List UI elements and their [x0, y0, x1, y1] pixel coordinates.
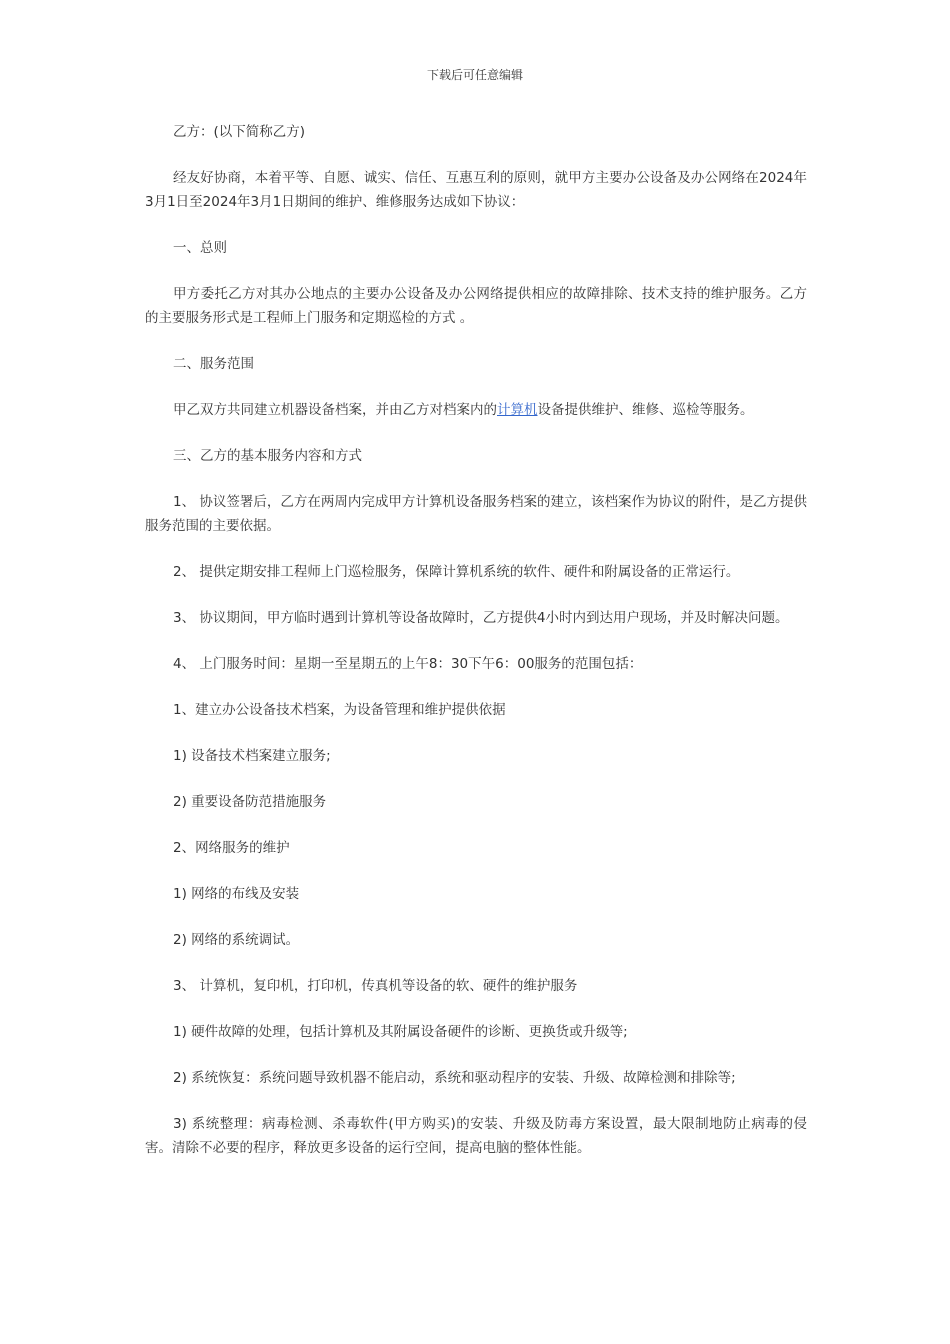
scope-item-1-title: 1、建立办公设备技术档案，为设备管理和维护提供依据 [173, 702, 506, 718]
party-b-line: 乙方：(以下简称乙方) [173, 124, 306, 140]
scope-item-3-3: 3) 系统整理：病毒检测、杀毒软件(甲方购买)的安装、升级及防毒方案设置，最大限制地防止病毒的侵害。清除不必要的程序，释放更多设备的运行空间，提高电脑的整体性能。 [145, 1116, 807, 1156]
section-scope-heading: 二、服务范围 [173, 356, 254, 372]
intro-paragraph: 经友好协商，本着平等、自愿、诚实、信任、互惠互利的原则，就甲方主要办公设备及办公网络在2024年3月1日至2024年3月1日期间的维护、维修服务达成如下协议： [145, 170, 807, 210]
scope-item-2-2: 2) 网络的系统调试。 [173, 932, 300, 948]
scope-text-before: 甲乙双方共同建立机器设备档案，并由乙方对档案内的 [173, 402, 497, 418]
scope-item-3-1: 1) 硬件故障的处理，包括计算机及其附属设备硬件的诊断、更换货或升级等; [173, 1024, 628, 1040]
scope-item-3-title: 3、 计算机，复印机，打印机，传真机等设备的软、硬件的维护服务 [173, 978, 578, 994]
scope-item-2-1: 1) 网络的布线及安装 [173, 886, 300, 902]
basic-item-3: 3、 协议期间，甲方临时遇到计算机等设备故障时，乙方提供4小时内到达用户现场，并及时解决问题。 [173, 610, 789, 626]
scope-item-3-2: 2) 系统恢复：系统问题导致机器不能启动，系统和驱动程序的安装、升级、故障检测和排除等; [173, 1070, 736, 1086]
basic-item-4: 4、 上门服务时间：星期一至星期五的上午8：30下午6：00服务的范围包括： [173, 656, 643, 672]
basic-item-2: 2、 提供定期安排工程师上门巡检服务，保障计算机系统的软件、硬件和附属设备的正常运行。 [173, 564, 740, 580]
section-scope-paragraph [145, 398, 807, 422]
scope-item-1-2: 2) 重要设备防范措施服务 [173, 794, 327, 810]
section-general-paragraph: 甲方委托乙方对其办公地点的主要办公设备及办公网络提供相应的故障排除、技术支持的维护服务。乙方的主要服务形式是工程师上门服务和定期巡检的方式 。 [145, 286, 807, 326]
document-body [145, 120, 807, 1182]
scope-text-after: 设备提供维护、维修、巡检等服务。 [537, 402, 754, 418]
basic-item-1: 1、 协议签署后，乙方在两周内完成甲方计算机设备服务档案的建立，该档案作为协议的附件，是乙方提供服务范围的主要依据。 [145, 494, 807, 534]
section-general-heading: 一、总则 [173, 240, 227, 256]
computer-link[interactable]: 计算机 [497, 402, 538, 418]
section-basic-heading: 三、乙方的基本服务内容和方式 [173, 448, 362, 464]
scope-item-1-1: 1) 设备技术档案建立服务; [173, 748, 331, 764]
scope-item-2-title: 2、网络服务的维护 [173, 840, 290, 856]
page-header-note: 下载后可任意编辑 [426, 68, 523, 82]
